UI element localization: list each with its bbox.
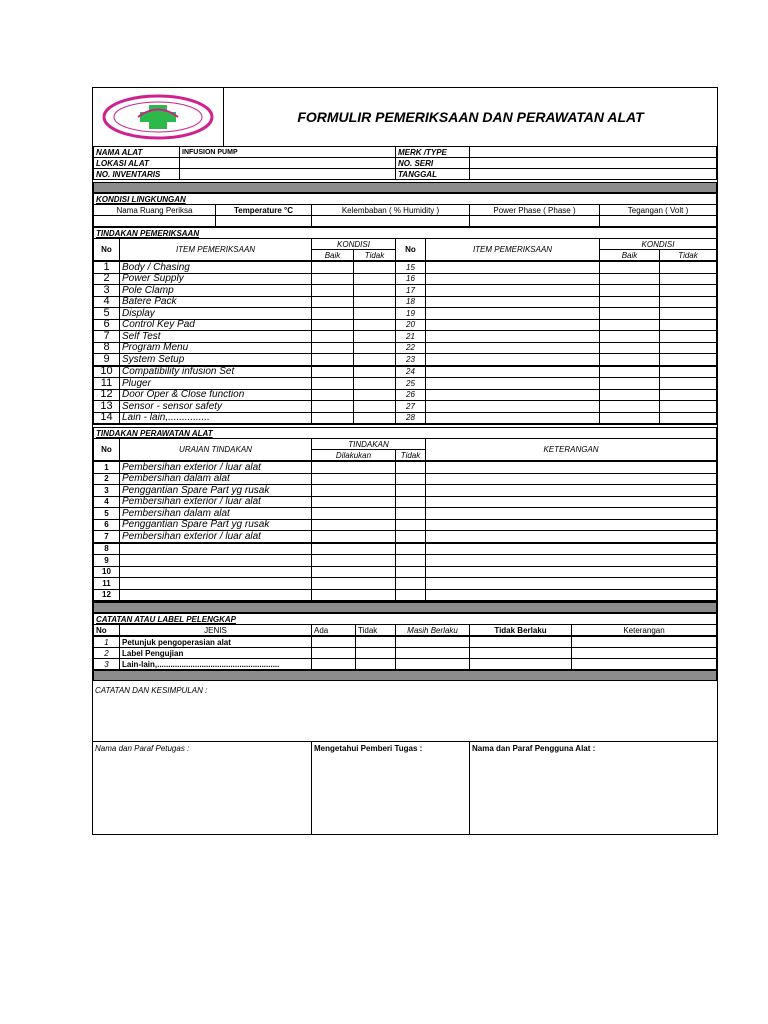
tidak-header: Tidak xyxy=(396,450,426,461)
maintenance-label: Penggantian Spare Part yg rusak xyxy=(120,519,312,531)
baik-header: Baik xyxy=(600,250,660,261)
item-label-field[interactable] xyxy=(426,273,600,285)
item-label-field[interactable] xyxy=(426,285,600,297)
tidak-checkbox[interactable] xyxy=(660,262,717,274)
item-label-field[interactable] xyxy=(426,412,600,424)
dilakukan-checkbox[interactable] xyxy=(312,519,396,531)
keterangan-field[interactable] xyxy=(426,496,717,508)
nama-alat-value[interactable]: INFUSION PUMP xyxy=(180,147,396,158)
tidak-checkbox[interactable] xyxy=(354,262,396,274)
tidak-checkbox[interactable] xyxy=(660,401,717,413)
baik-checkbox[interactable] xyxy=(600,262,660,274)
seri-label: NO. SERI xyxy=(396,158,470,169)
baik-checkbox[interactable] xyxy=(600,319,660,331)
label-section-title: CATATAN ATAU LABEL PELENGKAP xyxy=(94,614,717,625)
lokasi-label: LOKASI ALAT xyxy=(94,158,180,169)
maintenance-tindakan-header: TINDAKAN xyxy=(312,439,426,450)
env-field[interactable] xyxy=(312,216,470,227)
keterangan-field[interactable] xyxy=(572,659,717,670)
item-number: 26 xyxy=(396,389,426,401)
label-masih-header: Masih Berlaku xyxy=(396,625,470,636)
maintenance-label: Pembersihan exterior / luar alat xyxy=(120,496,312,508)
table-row xyxy=(94,648,717,659)
keterangan-field[interactable] xyxy=(426,578,717,590)
table-row xyxy=(94,531,717,543)
tidak-berlaku-checkbox[interactable] xyxy=(470,637,572,648)
item-number: 25 xyxy=(396,378,426,390)
maintenance-rows xyxy=(93,461,717,602)
maintenance-number: 6 xyxy=(94,519,120,531)
tidak-checkbox[interactable] xyxy=(660,412,717,424)
table-row xyxy=(94,566,717,578)
item-label: Sensor - sensor safety xyxy=(120,401,312,413)
item-number: 2 xyxy=(94,273,120,285)
item-number: 11 xyxy=(94,378,120,390)
table-row xyxy=(94,578,717,590)
tidak-berlaku-checkbox[interactable] xyxy=(470,659,572,670)
dilakukan-checkbox[interactable] xyxy=(312,543,396,555)
env-field[interactable] xyxy=(216,216,312,227)
item-number: 19 xyxy=(396,308,426,320)
item-number: 14 xyxy=(94,412,120,424)
baik-checkbox[interactable] xyxy=(312,401,354,413)
baik-checkbox[interactable] xyxy=(600,401,660,413)
inspection-section xyxy=(93,227,717,425)
keterangan-field[interactable] xyxy=(426,485,717,497)
tidak-checkbox[interactable] xyxy=(396,508,426,520)
inspection-item-header: ITEM PEMERIKSAAN xyxy=(120,239,312,261)
env-col-tegangan: Tegangan ( Volt ) xyxy=(600,205,717,216)
baik-checkbox[interactable] xyxy=(312,296,354,308)
table-row xyxy=(94,262,717,274)
dilakukan-checkbox[interactable] xyxy=(312,531,396,543)
keterangan-field[interactable] xyxy=(426,589,717,601)
dilakukan-checkbox[interactable] xyxy=(312,462,396,474)
item-number: 5 xyxy=(94,308,120,320)
env-col-phase: Power Phase ( Phase ) xyxy=(470,205,600,216)
dilakukan-checkbox[interactable] xyxy=(312,555,396,567)
baik-checkbox[interactable] xyxy=(312,285,354,297)
hospital-logo xyxy=(98,92,218,142)
inspection-form xyxy=(92,87,718,835)
baik-checkbox[interactable] xyxy=(312,262,354,274)
dilakukan-checkbox[interactable] xyxy=(312,473,396,485)
seri-field[interactable] xyxy=(470,158,717,169)
table-row xyxy=(94,519,717,531)
table-row xyxy=(94,308,717,320)
item-number: 7 xyxy=(94,331,120,343)
maintenance-title: TINDAKAN PERAWATAN ALAT xyxy=(94,428,717,439)
inspection-kondisi-header: KONDISI xyxy=(312,239,396,250)
baik-checkbox[interactable] xyxy=(600,389,660,401)
label-ada-header: Ada xyxy=(312,625,356,636)
maintenance-section xyxy=(93,427,717,613)
table-row xyxy=(94,354,717,366)
table-row xyxy=(94,342,717,354)
dilakukan-checkbox[interactable] xyxy=(312,485,396,497)
signature-pemberi-label: Mengetahui Pemberi Tugas : xyxy=(314,744,423,753)
baik-checkbox[interactable] xyxy=(600,331,660,343)
dilakukan-checkbox[interactable] xyxy=(312,566,396,578)
table-row xyxy=(94,543,717,555)
signature-pengguna[interactable] xyxy=(470,742,717,835)
tidak-checkbox[interactable] xyxy=(354,354,396,366)
item-label-field[interactable] xyxy=(426,308,600,320)
label-jenis: Petunjuk pengoperasian alat xyxy=(120,637,312,648)
table-row xyxy=(94,508,717,520)
keterangan-field[interactable] xyxy=(426,543,717,555)
dilakukan-checkbox[interactable] xyxy=(312,578,396,590)
baik-checkbox[interactable] xyxy=(600,273,660,285)
table-row xyxy=(94,473,717,485)
section-divider xyxy=(94,671,717,681)
maintenance-number: 12 xyxy=(94,589,120,601)
table-row xyxy=(94,496,717,508)
tidak-checkbox[interactable] xyxy=(354,319,396,331)
table-row xyxy=(94,485,717,497)
keterangan-field[interactable] xyxy=(572,637,717,648)
inspection-kondisi-header: KONDISI xyxy=(600,239,717,250)
item-label: Program Menu xyxy=(120,342,312,354)
baik-checkbox[interactable] xyxy=(600,285,660,297)
baik-header: Baik xyxy=(312,250,354,261)
keterangan-field[interactable] xyxy=(426,555,717,567)
table-row xyxy=(94,637,717,648)
env-field[interactable] xyxy=(600,216,717,227)
baik-checkbox[interactable] xyxy=(312,366,354,378)
item-number: 10 xyxy=(94,366,120,378)
maintenance-label: Pembersihan exterior / luar alat xyxy=(120,531,312,543)
item-label-field[interactable] xyxy=(426,354,600,366)
ada-checkbox[interactable] xyxy=(312,637,356,648)
tidak-checkbox[interactable] xyxy=(396,496,426,508)
table-row xyxy=(94,389,717,401)
item-label: Self Test xyxy=(120,331,312,343)
item-number: 18 xyxy=(396,296,426,308)
tidak-checkbox[interactable] xyxy=(354,342,396,354)
baik-checkbox[interactable] xyxy=(312,354,354,366)
label-number: 3 xyxy=(94,659,120,670)
tidak-checkbox[interactable] xyxy=(660,342,717,354)
maintenance-uraian-header: URAIAN TINDAKAN xyxy=(120,439,312,461)
table-row xyxy=(94,659,717,670)
env-col-ruang: Nama Ruang Periksa xyxy=(94,205,216,216)
tidak-checkbox[interactable] xyxy=(660,389,717,401)
masih-berlaku-checkbox[interactable] xyxy=(396,659,470,670)
item-label: Batere Pack xyxy=(120,296,312,308)
table-row xyxy=(94,462,717,474)
item-label: Door Oper & Close function xyxy=(120,389,312,401)
table-row xyxy=(94,296,717,308)
label-section xyxy=(93,613,717,681)
keterangan-field[interactable] xyxy=(426,566,717,578)
maintenance-label: Pembersihan exterior / luar alat xyxy=(120,462,312,474)
env-field[interactable] xyxy=(470,216,600,227)
item-label-field[interactable] xyxy=(426,378,600,390)
tidak-checkbox[interactable] xyxy=(354,308,396,320)
tidak-checkbox[interactable] xyxy=(660,296,717,308)
maintenance-label xyxy=(120,543,312,555)
item-label: Pluger xyxy=(120,378,312,390)
tidak-checkbox[interactable] xyxy=(396,462,426,474)
item-number: 6 xyxy=(94,319,120,331)
tidak-checkbox[interactable] xyxy=(354,378,396,390)
ada-checkbox[interactable] xyxy=(312,659,356,670)
inventaris-label: NO. INVENTARIS xyxy=(94,169,180,180)
maintenance-number: 3 xyxy=(94,485,120,497)
tanggal-field[interactable] xyxy=(470,169,717,180)
table-row xyxy=(94,273,717,285)
table-row xyxy=(94,401,717,413)
merk-field[interactable] xyxy=(470,147,717,158)
label-no-header: No xyxy=(94,625,120,636)
tidak-checkbox[interactable] xyxy=(356,659,396,670)
baik-checkbox[interactable] xyxy=(600,366,660,378)
tidak-checkbox[interactable] xyxy=(396,543,426,555)
env-col-temperature: Temperature °C xyxy=(216,205,312,216)
maintenance-label: Pembersihan dalam alat xyxy=(120,508,312,520)
tidak-checkbox[interactable] xyxy=(660,319,717,331)
item-label-field[interactable] xyxy=(426,389,600,401)
item-number: 4 xyxy=(94,296,120,308)
maintenance-label xyxy=(120,589,312,601)
inventaris-field[interactable] xyxy=(180,169,396,180)
baik-checkbox[interactable] xyxy=(312,389,354,401)
maintenance-number: 11 xyxy=(94,578,120,590)
lokasi-field[interactable] xyxy=(180,158,396,169)
keterangan-field[interactable] xyxy=(426,473,717,485)
item-number: 23 xyxy=(396,354,426,366)
maintenance-keterangan-header: KETERANGAN xyxy=(426,439,717,461)
inspection-no-header: No xyxy=(94,239,120,261)
maintenance-number: 1 xyxy=(94,462,120,474)
tidak-checkbox[interactable] xyxy=(354,389,396,401)
tidak-checkbox[interactable] xyxy=(660,366,717,378)
keterangan-field[interactable] xyxy=(426,519,717,531)
baik-checkbox[interactable] xyxy=(312,378,354,390)
label-jenis: Lain-lain,....................................................... xyxy=(120,659,312,670)
maintenance-no-header: No xyxy=(94,439,120,461)
section-divider xyxy=(94,183,717,193)
tidak-checkbox[interactable] xyxy=(396,473,426,485)
tidak-checkbox[interactable] xyxy=(354,366,396,378)
item-label-field[interactable] xyxy=(426,262,600,274)
tidak-checkbox[interactable] xyxy=(354,412,396,424)
signature-pemberi[interactable] xyxy=(312,742,470,835)
tidak-checkbox[interactable] xyxy=(396,589,426,601)
maintenance-number: 2 xyxy=(94,473,120,485)
item-number: 15 xyxy=(396,262,426,274)
nama-alat-label: NAMA ALAT xyxy=(94,147,180,158)
signature-row xyxy=(93,742,717,836)
tidak-checkbox[interactable] xyxy=(660,273,717,285)
masih-berlaku-checkbox[interactable] xyxy=(396,637,470,648)
table-row xyxy=(94,589,717,601)
tidak-checkbox[interactable] xyxy=(354,285,396,297)
label-jenis: Label Pengujian xyxy=(120,648,312,659)
item-label: Lain - lain,............... xyxy=(120,412,312,424)
tidak-checkbox[interactable] xyxy=(356,637,396,648)
environment-title: KONDISI LINGKUNGAN xyxy=(94,194,717,205)
baik-checkbox[interactable] xyxy=(600,308,660,320)
tidak-checkbox[interactable] xyxy=(396,531,426,543)
maintenance-number: 4 xyxy=(94,496,120,508)
tidak-checkbox[interactable] xyxy=(354,401,396,413)
item-number: 9 xyxy=(94,354,120,366)
tidak-checkbox[interactable] xyxy=(354,273,396,285)
env-field[interactable] xyxy=(94,216,216,227)
baik-checkbox[interactable] xyxy=(312,342,354,354)
item-label-field[interactable] xyxy=(426,342,600,354)
ada-checkbox[interactable] xyxy=(312,648,356,659)
notes-title: CATATAN DAN KESIMPULAN : xyxy=(95,686,208,695)
tidak-checkbox[interactable] xyxy=(396,555,426,567)
keterangan-field[interactable] xyxy=(426,462,717,474)
dilakukan-header: Dilakukan xyxy=(312,450,396,461)
item-number: 24 xyxy=(396,366,426,378)
tidak-checkbox[interactable] xyxy=(660,331,717,343)
item-label: Control Key Pad xyxy=(120,319,312,331)
item-label: System Setup xyxy=(120,354,312,366)
item-number: 13 xyxy=(94,401,120,413)
tidak-berlaku-checkbox[interactable] xyxy=(470,648,572,659)
item-label-field[interactable] xyxy=(426,366,600,378)
baik-checkbox[interactable] xyxy=(312,308,354,320)
maintenance-number: 5 xyxy=(94,508,120,520)
item-number: 20 xyxy=(396,319,426,331)
maintenance-label: Penggantian Spare Part yg rusak xyxy=(120,485,312,497)
baik-checkbox[interactable] xyxy=(600,354,660,366)
tidak-checkbox[interactable] xyxy=(660,308,717,320)
table-row xyxy=(94,319,717,331)
table-row xyxy=(94,555,717,567)
baik-checkbox[interactable] xyxy=(600,296,660,308)
keterangan-field[interactable] xyxy=(426,531,717,543)
masih-berlaku-checkbox[interactable] xyxy=(396,648,470,659)
item-number: 27 xyxy=(396,401,426,413)
env-col-humidity: Kelembaban ( % Humidity ) xyxy=(312,205,470,216)
item-number: 1 xyxy=(94,262,120,274)
maintenance-label xyxy=(120,566,312,578)
label-rows xyxy=(93,636,717,670)
baik-checkbox[interactable] xyxy=(600,378,660,390)
label-tidak-berlaku-header: Tidak Berlaku xyxy=(470,625,572,636)
item-number: 8 xyxy=(94,342,120,354)
table-row xyxy=(94,331,717,343)
tidak-header: Tidak xyxy=(660,250,717,261)
baik-checkbox[interactable] xyxy=(312,412,354,424)
item-label: Display xyxy=(120,308,312,320)
maintenance-number: 8 xyxy=(94,543,120,555)
inspection-rows xyxy=(93,261,717,425)
tidak-checkbox[interactable] xyxy=(356,648,396,659)
item-label-field[interactable] xyxy=(426,331,600,343)
dilakukan-checkbox[interactable] xyxy=(312,496,396,508)
section-divider xyxy=(94,603,717,613)
item-label-field[interactable] xyxy=(426,319,600,331)
item-number: 16 xyxy=(396,273,426,285)
table-row xyxy=(94,366,717,378)
label-tidak-header: Tidak xyxy=(356,625,396,636)
tidak-checkbox[interactable] xyxy=(396,578,426,590)
baik-checkbox[interactable] xyxy=(600,342,660,354)
item-label-field[interactable] xyxy=(426,296,600,308)
label-number: 2 xyxy=(94,648,120,659)
form-header xyxy=(93,88,717,146)
item-number: 21 xyxy=(396,331,426,343)
tidak-checkbox[interactable] xyxy=(660,285,717,297)
item-number: 3 xyxy=(94,285,120,297)
form-title: FORMULIR PEMERIKSAAN DAN PERAWATAN ALAT xyxy=(297,109,644,125)
baik-checkbox[interactable] xyxy=(312,331,354,343)
maintenance-label: Pembersihan dalam alat xyxy=(120,473,312,485)
item-label: Compatibility infusion Set xyxy=(120,366,312,378)
label-number: 1 xyxy=(94,637,120,648)
item-label: Power Supply xyxy=(120,273,312,285)
tidak-checkbox[interactable] xyxy=(660,354,717,366)
table-row xyxy=(94,378,717,390)
maintenance-label xyxy=(120,578,312,590)
item-number: 28 xyxy=(396,412,426,424)
baik-checkbox[interactable] xyxy=(600,412,660,424)
baik-checkbox[interactable] xyxy=(312,273,354,285)
signature-pengguna-label: Nama dan Paraf Pengguna Alat : xyxy=(472,744,596,753)
tidak-checkbox[interactable] xyxy=(396,485,426,497)
dilakukan-checkbox[interactable] xyxy=(312,589,396,601)
label-keterangan-header: Keterangan xyxy=(572,625,717,636)
keterangan-field[interactable] xyxy=(426,508,717,520)
item-number: 22 xyxy=(396,342,426,354)
tidak-checkbox[interactable] xyxy=(354,331,396,343)
item-number: 12 xyxy=(94,389,120,401)
maintenance-number: 10 xyxy=(94,566,120,578)
logo-cell xyxy=(93,88,224,146)
item-label-field[interactable] xyxy=(426,401,600,413)
item-label: Body / Chasing xyxy=(120,262,312,274)
item-number: 17 xyxy=(396,285,426,297)
signature-petugas-label: Nama dan Paraf Petugas : xyxy=(95,744,190,753)
label-jenis-header: JENIS xyxy=(120,625,312,636)
inspection-no-header: No xyxy=(396,239,426,261)
dilakukan-checkbox[interactable] xyxy=(312,508,396,520)
table-row xyxy=(94,285,717,297)
item-label: Pole Clamp xyxy=(120,285,312,297)
notes-box[interactable] xyxy=(93,683,717,742)
tidak-header: Tidak xyxy=(354,250,396,261)
inspection-title: TINDAKAN PEMERIKSAAN xyxy=(94,228,717,239)
tidak-checkbox[interactable] xyxy=(660,378,717,390)
tidak-checkbox[interactable] xyxy=(396,519,426,531)
maintenance-label xyxy=(120,555,312,567)
maintenance-number: 9 xyxy=(94,555,120,567)
equipment-info xyxy=(93,146,717,180)
merk-label: MERK /TYPE xyxy=(396,147,470,158)
tidak-checkbox[interactable] xyxy=(354,296,396,308)
tidak-checkbox[interactable] xyxy=(396,566,426,578)
keterangan-field[interactable] xyxy=(572,648,717,659)
table-row xyxy=(94,412,717,424)
maintenance-number: 7 xyxy=(94,531,120,543)
inspection-item-header: ITEM PEMERIKSAAN xyxy=(426,239,600,261)
environment-section xyxy=(93,182,717,227)
signature-petugas[interactable] xyxy=(93,742,312,835)
tanggal-label: TANGGAL xyxy=(396,169,470,180)
baik-checkbox[interactable] xyxy=(312,319,354,331)
